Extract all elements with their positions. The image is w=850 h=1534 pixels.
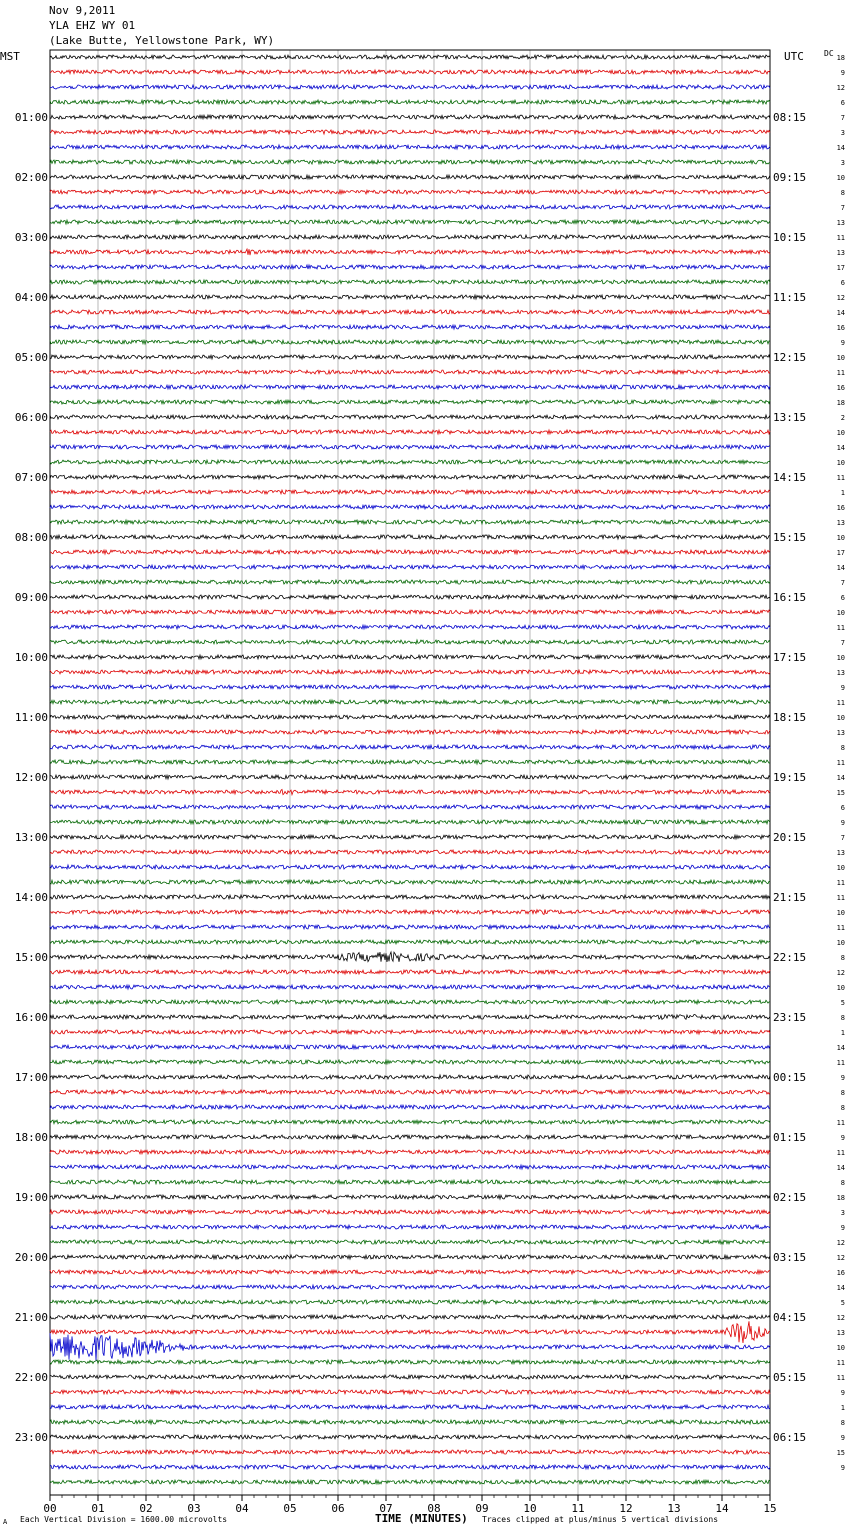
dc-offset-29: 1	[840, 489, 845, 497]
left-hour-label-20: 20:00	[14, 1251, 48, 1264]
left-hour-label-8: 08:00	[14, 531, 48, 544]
dc-offset-13: 13	[836, 249, 845, 257]
right-hour-label-6: 13:15	[773, 411, 807, 424]
left-hour-label-18: 18:00	[14, 1131, 48, 1144]
dc-offset-58: 11	[836, 924, 845, 932]
dc-offset-8: 10	[836, 174, 845, 182]
trace-row-12	[50, 235, 770, 239]
left-hour-label-4: 04:00	[14, 291, 48, 304]
trace-row-64	[50, 1015, 770, 1020]
dc-offset-43: 11	[836, 699, 845, 707]
trace-row-59	[50, 940, 770, 944]
left-hour-label-19: 19:00	[14, 1191, 48, 1204]
dc-offset-74: 14	[836, 1164, 845, 1172]
trace-row-69	[50, 1090, 770, 1094]
dc-offset-17: 14	[836, 309, 845, 317]
x-tick-label-6: 06	[331, 1502, 345, 1515]
right-hour-label-15: 22:15	[773, 951, 807, 964]
dc-offset-26: 14	[836, 444, 845, 452]
dc-offset-33: 17	[836, 549, 845, 557]
dc-offset-49: 15	[836, 789, 845, 797]
dc-offset-56: 11	[836, 894, 845, 902]
trace-row-33	[50, 550, 770, 554]
trace-row-95	[50, 1480, 770, 1484]
left-hour-label-22: 22:00	[14, 1371, 48, 1384]
dc-offset-5: 3	[840, 129, 845, 137]
dc-offset-59: 10	[836, 939, 845, 947]
trace-row-38	[50, 625, 770, 629]
dc-offset-46: 8	[840, 744, 845, 752]
left-hour-label-7: 07:00	[14, 471, 48, 484]
right-hour-label-11: 18:15	[773, 711, 807, 724]
trace-row-4	[50, 115, 770, 119]
trace-row-49	[50, 790, 770, 795]
right-hour-label-4: 11:15	[773, 291, 807, 304]
dc-offset-0: 18	[836, 54, 845, 62]
trace-row-94	[50, 1465, 770, 1469]
trace-row-71	[50, 1120, 770, 1124]
trace-row-22	[50, 385, 770, 389]
trace-row-57	[50, 910, 770, 915]
right-hour-label-2: 09:15	[773, 171, 807, 184]
right-hour-label-10: 17:15	[773, 651, 807, 664]
trace-row-39	[50, 640, 770, 644]
trace-row-66	[50, 1045, 770, 1049]
dc-offset-47: 11	[836, 759, 845, 767]
right-hour-label-17: 00:15	[773, 1071, 807, 1084]
trace-row-13	[50, 249, 770, 255]
dc-offset-54: 10	[836, 864, 845, 872]
trace-row-35	[50, 580, 770, 584]
x-tick-label-14: 14	[715, 1502, 729, 1515]
left-hour-labels	[15, 111, 48, 1444]
right-hour-label-5: 12:15	[773, 351, 807, 364]
left-hour-label-5: 05:00	[14, 351, 48, 364]
trace-row-82	[50, 1285, 770, 1289]
dc-offset-2: 12	[836, 84, 845, 92]
trace-row-81	[50, 1270, 770, 1274]
right-hour-label-8: 15:15	[773, 531, 807, 544]
dc-offset-10: 7	[840, 204, 845, 212]
trace-row-41	[50, 670, 770, 674]
right-hour-label-22: 05:15	[773, 1371, 807, 1384]
dc-offset-86: 10	[836, 1344, 845, 1352]
dc-offset-60: 8	[840, 954, 845, 962]
left-hour-label-12: 12:00	[14, 771, 48, 784]
dc-offset-52: 7	[840, 834, 845, 842]
dc-offset-15: 6	[840, 279, 845, 287]
x-tick-label-4: 04	[235, 1502, 249, 1515]
dc-offset-11: 13	[836, 219, 845, 227]
trace-row-6	[50, 145, 770, 149]
left-hour-label-17: 17:00	[14, 1071, 48, 1084]
dc-offset-78: 9	[840, 1224, 845, 1232]
trace-row-45	[50, 730, 770, 734]
dc-offset-71: 11	[836, 1119, 845, 1127]
dc-offset-77: 3	[840, 1209, 845, 1217]
dc-offset-61: 12	[836, 969, 845, 977]
left-hour-label-21: 21:00	[14, 1311, 48, 1324]
trace-row-75	[50, 1180, 770, 1184]
trace-row-28	[50, 475, 770, 479]
left-hour-label-13: 13:00	[14, 831, 48, 844]
trace-row-80	[50, 1255, 770, 1259]
right-hour-label-16: 23:15	[773, 1011, 807, 1024]
right-hour-label-7: 14:15	[773, 471, 807, 484]
dc-offset-31: 13	[836, 519, 845, 527]
right-hour-label-12: 19:15	[773, 771, 807, 784]
trace-row-29	[50, 490, 770, 494]
dc-offset-38: 11	[836, 624, 845, 632]
dc-offset-94: 9	[840, 1464, 845, 1472]
x-tick-label-7: 07	[379, 1502, 393, 1515]
trace-row-14	[50, 265, 770, 269]
dc-offset-62: 10	[836, 984, 845, 992]
x-axis-title: TIME (MINUTES)	[375, 1512, 468, 1525]
left-hour-label-16: 16:00	[14, 1011, 48, 1024]
dc-offset-labels	[837, 54, 845, 1472]
left-hour-label-3: 03:00	[14, 231, 48, 244]
dc-offset-3: 6	[840, 99, 845, 107]
dc-offset-65: 1	[840, 1029, 845, 1037]
dc-offset-87: 11	[836, 1359, 845, 1367]
dc-offset-36: 6	[840, 594, 845, 602]
dc-offset-81: 16	[836, 1269, 845, 1277]
dc-offset-89: 9	[840, 1389, 845, 1397]
trace-row-25	[50, 430, 770, 434]
left-hour-label-10: 10:00	[14, 651, 48, 664]
x-tick-label-2: 02	[139, 1502, 153, 1515]
dc-offset-82: 14	[836, 1284, 845, 1292]
dc-offset-75: 8	[840, 1179, 845, 1187]
dc-offset-66: 14	[836, 1044, 845, 1052]
left-hour-label-14: 14:00	[14, 891, 48, 904]
trace-row-53	[50, 850, 770, 854]
trace-row-54	[50, 865, 770, 869]
dc-offset-72: 9	[840, 1134, 845, 1142]
clip-note: Traces clipped at plus/minus 5 vertical divisions	[482, 1515, 719, 1524]
trace-row-37	[50, 610, 770, 614]
x-tick-label-9: 09	[475, 1502, 489, 1515]
trace-row-79	[50, 1240, 770, 1244]
x-tick-label-0: 00	[43, 1502, 57, 1515]
right-hour-labels	[773, 111, 806, 1444]
right-hour-label-23: 06:15	[773, 1431, 807, 1444]
trace-row-67	[50, 1060, 770, 1064]
trace-row-3	[50, 100, 770, 104]
trace-row-58	[50, 925, 770, 929]
header-station: YLA EHZ WY 01	[49, 19, 136, 32]
trace-row-43	[50, 700, 770, 704]
dc-offset-32: 10	[836, 534, 845, 542]
dc-offset-55: 11	[836, 879, 845, 887]
dc-offset-53: 13	[836, 849, 845, 857]
trace-row-18	[50, 325, 770, 329]
trace-row-36	[50, 595, 770, 599]
trace-row-9	[50, 190, 770, 194]
left-hour-label-1: 01:00	[14, 111, 48, 124]
trace-row-74	[50, 1165, 770, 1169]
dc-offset-21: 11	[836, 369, 845, 377]
seismic-traces	[50, 55, 770, 1484]
dc-offset-24: 2	[840, 414, 845, 422]
trace-row-51	[50, 820, 770, 824]
dc-offset-90: 1	[840, 1404, 845, 1412]
dc-offset-20: 10	[836, 354, 845, 362]
dc-offset-44: 10	[836, 714, 845, 722]
trace-row-92	[50, 1435, 770, 1439]
trace-row-90	[50, 1405, 770, 1409]
dc-offset-70: 8	[840, 1104, 845, 1112]
right-timezone-label: UTC	[784, 50, 804, 63]
dc-offset-50: 6	[840, 804, 845, 812]
x-tick-label-11: 11	[571, 1502, 585, 1515]
trace-row-63	[50, 1000, 770, 1004]
dc-offset-48: 14	[836, 774, 845, 782]
dc-offset-27: 10	[836, 459, 845, 467]
dc-offset-6: 14	[836, 144, 845, 152]
dc-offset-35: 7	[840, 579, 845, 587]
dc-offset-68: 9	[840, 1074, 845, 1082]
trace-row-89	[50, 1390, 770, 1394]
dc-offset-51: 9	[840, 819, 845, 827]
left-hour-label-23: 23:00	[14, 1431, 48, 1444]
trace-row-88	[50, 1375, 770, 1379]
dc-offset-83: 5	[840, 1299, 845, 1307]
trace-row-76	[50, 1195, 770, 1199]
trace-row-2	[50, 85, 770, 89]
dc-offset-1: 9	[840, 69, 845, 77]
dc-offset-73: 11	[836, 1149, 845, 1157]
trace-row-72	[50, 1135, 770, 1139]
x-tick-label-1: 01	[91, 1502, 105, 1515]
header-date: Nov 9,2011	[49, 4, 116, 17]
dc-offset-67: 11	[836, 1059, 845, 1067]
left-hour-label-15: 15:00	[14, 951, 48, 964]
trace-row-20	[50, 355, 770, 359]
trace-row-56	[50, 895, 770, 899]
dc-offset-14: 17	[836, 264, 845, 272]
trace-row-8	[50, 175, 770, 179]
x-tick-label-10: 10	[523, 1502, 537, 1515]
dc-offset-79: 12	[836, 1239, 845, 1247]
trace-row-44	[50, 715, 770, 719]
right-hour-label-9: 16:15	[773, 591, 807, 604]
dc-offset-16: 12	[836, 294, 845, 302]
trace-row-61	[50, 970, 770, 974]
trace-row-42	[50, 685, 770, 689]
header-location: (Lake Butte, Yellowstone Park, WY)	[49, 34, 275, 47]
trace-row-55	[50, 880, 770, 884]
trace-row-15	[50, 280, 770, 284]
dc-label: DC	[824, 49, 834, 58]
x-tick-label-5: 05	[283, 1502, 297, 1515]
dc-offset-9: 8	[840, 189, 845, 197]
trace-row-7	[50, 160, 770, 164]
dc-offset-88: 11	[836, 1374, 845, 1382]
dc-offset-30: 16	[836, 504, 845, 512]
dc-offset-22: 16	[836, 384, 845, 392]
dc-offset-19: 9	[840, 339, 845, 347]
dc-offset-63: 5	[840, 999, 845, 1007]
dc-offset-80: 12	[836, 1254, 845, 1262]
trace-row-52	[50, 835, 770, 839]
dc-offset-57: 10	[836, 909, 845, 917]
trace-row-30	[50, 505, 770, 509]
trace-row-47	[50, 760, 770, 764]
right-hour-label-18: 01:15	[773, 1131, 807, 1144]
corner-mark: A	[3, 1518, 8, 1526]
trace-row-24	[50, 415, 770, 419]
right-hour-label-20: 03:15	[773, 1251, 807, 1264]
dc-offset-91: 8	[840, 1419, 845, 1427]
dc-offset-4: 7	[840, 114, 845, 122]
dc-offset-93: 15	[836, 1449, 845, 1457]
scale-note: Each Vertical Division = 1600.00 microvolts	[20, 1515, 228, 1524]
trace-row-86	[50, 1333, 770, 1361]
right-hour-label-1: 08:15	[773, 111, 807, 124]
dc-offset-37: 10	[836, 609, 845, 617]
dc-offset-7: 3	[840, 159, 845, 167]
dc-offset-34: 14	[836, 564, 845, 572]
right-hour-label-19: 02:15	[773, 1191, 807, 1204]
trace-row-73	[50, 1150, 770, 1154]
trace-row-70	[50, 1105, 770, 1109]
trace-row-0	[50, 55, 770, 59]
dc-offset-28: 11	[836, 474, 845, 482]
dc-offset-18: 16	[836, 324, 845, 332]
trace-row-60	[50, 952, 770, 962]
trace-row-46	[50, 745, 770, 749]
trace-row-17	[50, 310, 770, 314]
x-tick-label-13: 13	[667, 1502, 681, 1515]
right-hour-label-21: 04:15	[773, 1311, 807, 1324]
trace-row-78	[50, 1225, 770, 1229]
trace-row-77	[50, 1210, 770, 1214]
trace-row-93	[50, 1450, 770, 1454]
dc-offset-92: 9	[840, 1434, 845, 1442]
trace-row-27	[50, 460, 770, 464]
x-tick-label-8: 08	[427, 1502, 441, 1515]
left-hour-label-9: 09:00	[14, 591, 48, 604]
left-hour-label-6: 06:00	[14, 411, 48, 424]
dc-offset-25: 10	[836, 429, 845, 437]
x-tick-label-15: 15	[763, 1502, 777, 1515]
trace-row-19	[50, 340, 770, 344]
trace-row-87	[50, 1360, 770, 1364]
trace-row-11	[50, 220, 770, 224]
trace-row-16	[50, 295, 770, 299]
trace-row-84	[50, 1315, 770, 1319]
trace-row-40	[50, 655, 770, 659]
right-hour-label-3: 10:15	[773, 231, 807, 244]
trace-row-1	[50, 70, 770, 74]
trace-row-31	[50, 520, 770, 524]
trace-row-85	[50, 1321, 770, 1343]
dc-offset-23: 18	[836, 399, 845, 407]
trace-row-48	[50, 775, 770, 779]
dc-offset-40: 10	[836, 654, 845, 662]
dc-offset-39: 7	[840, 639, 845, 647]
left-hour-label-11: 11:00	[14, 711, 48, 724]
dc-offset-45: 13	[836, 729, 845, 737]
right-hour-label-14: 21:15	[773, 891, 807, 904]
trace-row-34	[50, 565, 770, 569]
trace-row-5	[50, 130, 770, 134]
right-hour-label-13: 20:15	[773, 831, 807, 844]
trace-row-32	[50, 535, 770, 539]
dc-offset-85: 13	[836, 1329, 845, 1337]
left-hour-label-2: 02:00	[14, 171, 48, 184]
trace-row-91	[50, 1420, 770, 1424]
trace-row-68	[50, 1075, 770, 1079]
trace-row-26	[50, 445, 770, 449]
dc-offset-84: 12	[836, 1314, 845, 1322]
trace-row-83	[50, 1300, 770, 1304]
dc-offset-42: 9	[840, 684, 845, 692]
trace-row-10	[50, 205, 770, 209]
trace-row-50	[50, 805, 770, 809]
trace-row-23	[50, 400, 770, 404]
dc-offset-76: 18	[836, 1194, 845, 1202]
trace-row-21	[50, 370, 770, 374]
x-tick-label-3: 03	[187, 1502, 201, 1515]
dc-offset-12: 11	[836, 234, 845, 242]
dc-offset-64: 8	[840, 1014, 845, 1022]
dc-offset-69: 8	[840, 1089, 845, 1097]
trace-row-62	[50, 985, 770, 989]
x-tick-label-12: 12	[619, 1502, 633, 1515]
trace-row-65	[50, 1030, 770, 1034]
left-timezone-label: MST	[0, 50, 20, 63]
dc-offset-41: 13	[836, 669, 845, 677]
